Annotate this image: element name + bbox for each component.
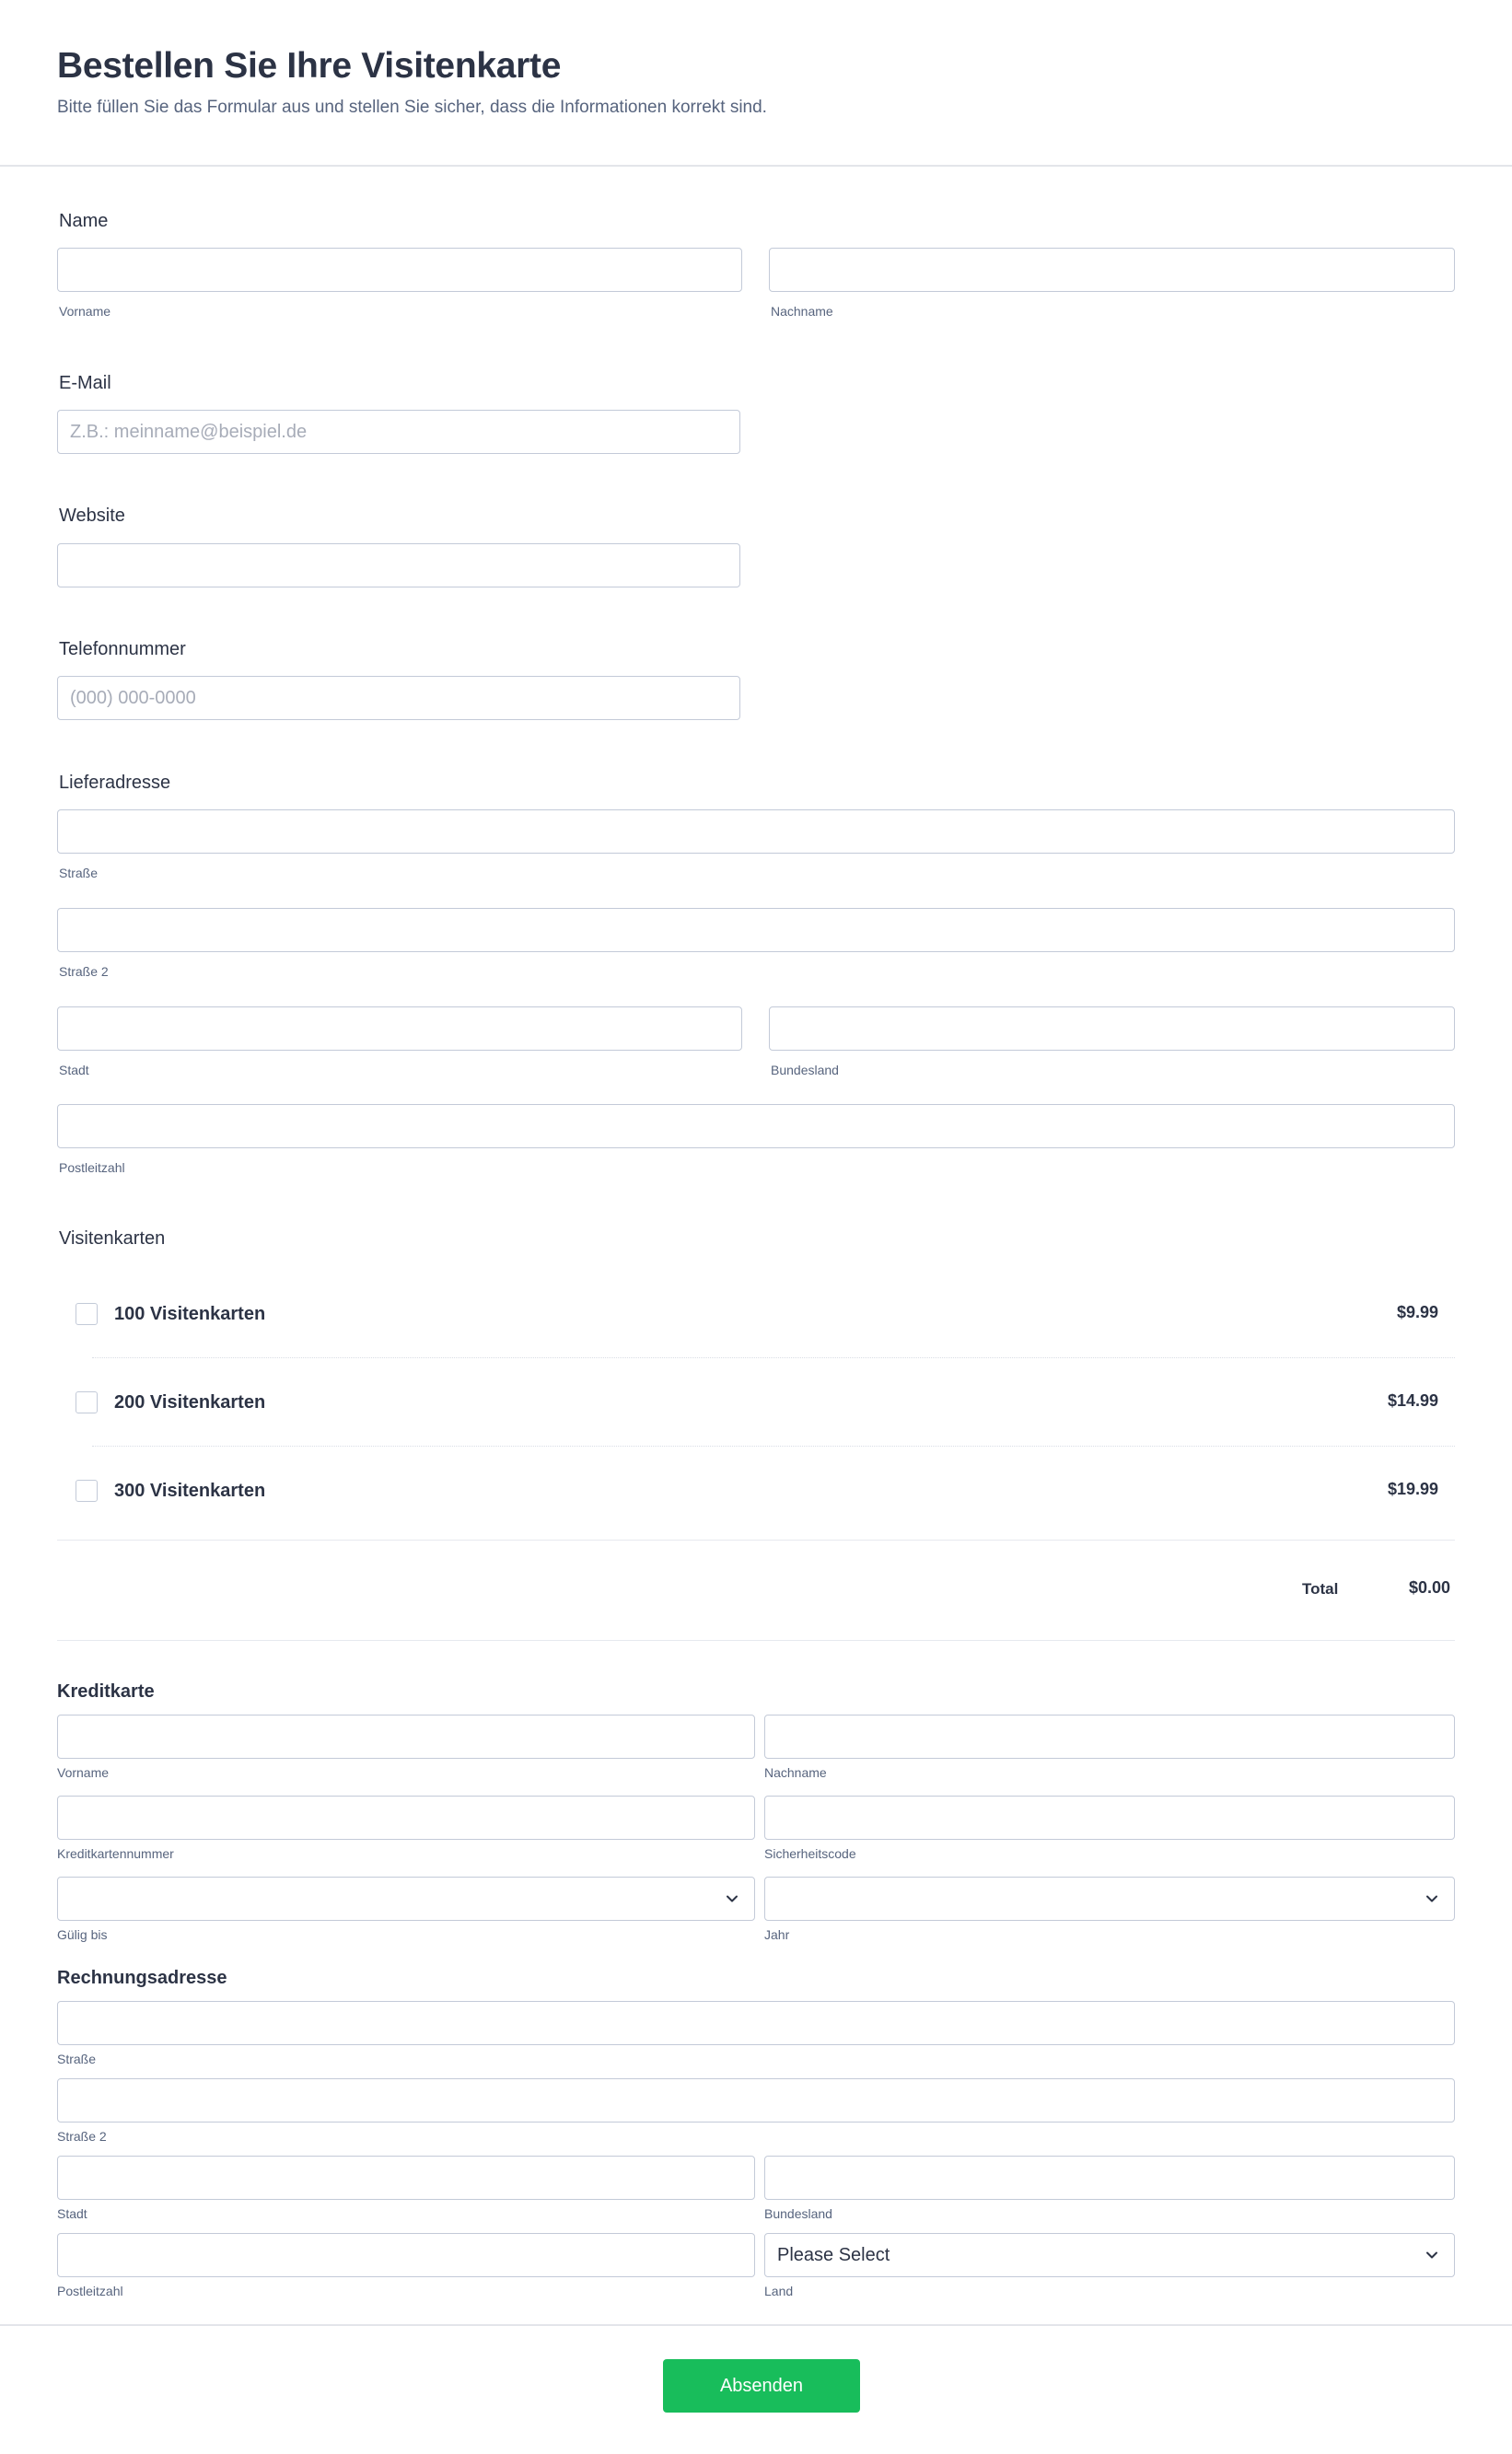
divider	[57, 1540, 1455, 1541]
first-name-sublabel: Vorname	[59, 304, 111, 319]
billing-street-sublabel: Straße	[57, 2052, 97, 2066]
billing-address-heading: Rechnungsadresse	[57, 1968, 227, 1988]
product-item[interactable]	[57, 1359, 1455, 1448]
billing-street-input[interactable]	[57, 2001, 1455, 2045]
submit-button[interactable]: Absenden	[663, 2359, 860, 2413]
total-label: Total	[1302, 1580, 1339, 1598]
shipping-street-sublabel: Straße	[59, 866, 99, 880]
phone-input[interactable]	[57, 676, 740, 720]
cc-number-input[interactable]	[57, 1796, 755, 1840]
page-subtitle: Bitte füllen Sie das Formular aus und stellen Sie sicher, dass die Informationen korrekt sind.	[57, 98, 767, 117]
product-price: $19.99	[1387, 1480, 1438, 1498]
cc-last-name-sublabel: Nachname	[764, 1765, 827, 1780]
product-price: $14.99	[1387, 1391, 1438, 1410]
billing-country-select[interactable]	[764, 2233, 1455, 2277]
total-value: $0.00	[1409, 1578, 1451, 1597]
cc-number-sublabel: Kreditkartennummer	[57, 1846, 174, 1861]
shipping-city-input[interactable]	[57, 1006, 742, 1051]
product-name: 100 Visitenkarten	[114, 1304, 266, 1324]
divider	[57, 1640, 1455, 1641]
product-item[interactable]	[57, 1448, 1455, 1536]
shipping-state-sublabel: Bundesland	[771, 1063, 839, 1077]
shipping-city-sublabel: Stadt	[59, 1063, 89, 1077]
divider	[92, 1446, 1455, 1447]
billing-state-input[interactable]	[764, 2156, 1455, 2200]
billing-zip-sublabel: Postleitzahl	[57, 2284, 123, 2298]
last-name-input[interactable]	[769, 248, 1455, 292]
shipping-address-label: Lieferadresse	[59, 773, 171, 793]
cc-expiry-sublabel: Gülig bis	[57, 1927, 108, 1942]
form-footer	[0, 2324, 1512, 2454]
product-price: $9.99	[1396, 1303, 1438, 1321]
billing-street2-input[interactable]	[57, 2078, 1455, 2123]
cc-year-sublabel: Jahr	[764, 1927, 790, 1942]
divider	[92, 1357, 1455, 1358]
products-label: Visitenkarten	[59, 1228, 166, 1249]
website-input[interactable]	[57, 543, 740, 587]
cc-first-name-input[interactable]	[57, 1715, 755, 1759]
form-header	[0, 0, 1512, 167]
shipping-street-input[interactable]	[57, 809, 1455, 854]
product-checkbox[interactable]	[76, 1391, 98, 1413]
shipping-street2-sublabel: Straße 2	[59, 964, 109, 979]
shipping-zip-input[interactable]	[57, 1104, 1455, 1148]
billing-country-value: Please Select	[777, 2244, 890, 2265]
email-input[interactable]	[57, 410, 740, 454]
product-item[interactable]	[57, 1271, 1455, 1359]
cc-last-name-input[interactable]	[764, 1715, 1455, 1759]
cc-security-code-sublabel: Sicherheitscode	[764, 1846, 856, 1861]
product-name: 300 Visitenkarten	[114, 1481, 266, 1501]
billing-street2-sublabel: Straße 2	[57, 2129, 107, 2144]
credit-card-heading: Kreditkarte	[57, 1681, 155, 1702]
page-title: Bestellen Sie Ihre Visitenkarte	[57, 46, 562, 86]
shipping-zip-sublabel: Postleitzahl	[59, 1160, 125, 1175]
cc-security-code-input[interactable]	[764, 1796, 1455, 1840]
product-checkbox[interactable]	[76, 1480, 98, 1502]
billing-zip-input[interactable]	[57, 2233, 755, 2277]
first-name-input[interactable]	[57, 248, 742, 292]
shipping-state-input[interactable]	[769, 1006, 1455, 1051]
chevron-down-icon	[1423, 1890, 1441, 1908]
cc-expiry-year-select[interactable]	[764, 1877, 1455, 1921]
product-name: 200 Visitenkarten	[114, 1392, 266, 1413]
email-label: E-Mail	[59, 373, 111, 393]
billing-country-sublabel: Land	[764, 2284, 794, 2298]
billing-state-sublabel: Bundesland	[764, 2206, 832, 2221]
name-label: Name	[59, 211, 109, 231]
last-name-sublabel: Nachname	[771, 304, 833, 319]
website-label: Website	[59, 506, 125, 526]
cc-first-name-sublabel: Vorname	[57, 1765, 110, 1780]
billing-city-sublabel: Stadt	[57, 2206, 87, 2221]
chevron-down-icon	[1423, 2246, 1441, 2264]
billing-city-input[interactable]	[57, 2156, 755, 2200]
cc-expiry-month-select[interactable]	[57, 1877, 755, 1921]
product-checkbox[interactable]	[76, 1303, 98, 1325]
phone-label: Telefonnummer	[59, 639, 186, 659]
chevron-down-icon	[723, 1890, 741, 1908]
shipping-street2-input[interactable]	[57, 908, 1455, 952]
